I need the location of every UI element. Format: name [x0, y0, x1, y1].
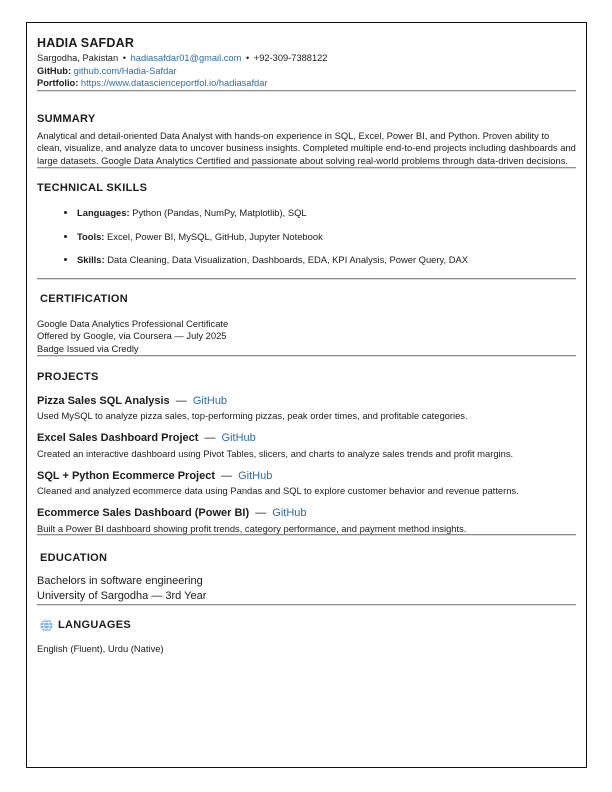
project-description: Built a Power BI dashboard showing profit trends, category performance, and payment method insights. [37, 522, 467, 534]
person-name: HADIA SAFDAR [37, 36, 135, 50]
education-university: University of Sargodha — 3rd Year [37, 590, 207, 603]
email-link[interactable]: hadiasafdar01@gmail.com [130, 53, 242, 63]
contact-line-github [37, 65, 576, 78]
project-title-row [37, 432, 576, 446]
skill-item-tools [77, 231, 576, 243]
em-dash: — [221, 469, 233, 482]
projects-heading: PROJECTS [37, 371, 99, 384]
technical-skills-heading: TECHNICAL SKILLS [37, 182, 148, 194]
skill-label: Skills: [77, 254, 105, 265]
projects-section [37, 371, 576, 534]
phone-number: +92-309-7388122 [253, 53, 328, 63]
education-heading: EDUCATION [40, 552, 108, 565]
certification-lines [37, 318, 576, 356]
project-description: Created an interactive dashboard using Pivot Tables, slicers, and charts to analyze sales trends and profit margins. [37, 447, 514, 459]
project-item [37, 470, 576, 497]
project-github-link[interactable]: GitHub [221, 432, 256, 445]
skill-label: Tools: [77, 230, 105, 242]
project-item [37, 507, 576, 534]
section-divider [37, 604, 576, 606]
project-description: Used MySQL to analyze pizza sales, top-performing pizzas, peak order times, and profitable categories. [37, 410, 468, 422]
bullet-separator: • [245, 53, 250, 63]
technical-skills-section [37, 182, 576, 266]
section-divider [37, 167, 576, 169]
project-title-row [37, 507, 576, 521]
project-title-row [37, 395, 576, 409]
globe-icon [40, 619, 53, 632]
em-dash: — [175, 394, 187, 407]
portfolio-link[interactable]: https://www.datascienceportfol.io/hadiasafdar [80, 78, 268, 89]
languages-heading-row [37, 619, 576, 632]
contact-block [37, 52, 576, 90]
education-degree: Bachelors in software engineering [37, 575, 203, 588]
skills-list [37, 207, 576, 266]
languages-heading: LANGUAGES [58, 619, 131, 632]
header [37, 36, 576, 90]
em-dash: — [255, 507, 267, 520]
certification-line: Offered by Google, via Coursera — July 2025 [37, 330, 227, 342]
skill-item-languages [77, 207, 576, 219]
summary-text: Analytical and detail-oriented Data Analyst with hands-on experience in SQL, Excel, Power BI, and Python. Proven ability to clean, visualize, and analyze data to uncover business insights. Completed multiple end-to-end projects including dashboards and large datasets. Google Data Analytics Certified and passionate about solving real-world problems through data-driven decisions. [37, 129, 576, 166]
summary-section [37, 113, 576, 167]
resume-page [26, 22, 587, 768]
em-dash: — [204, 432, 216, 445]
summary-heading: SUMMARY [37, 112, 96, 125]
project-github-link[interactable]: GitHub [238, 469, 273, 482]
education-lines [37, 574, 576, 604]
contact-line-1 [37, 52, 576, 65]
skill-text: Data Cleaning, Data Visualization, Dashboards, EDA, KPI Analysis, Power Query, DAX [107, 254, 468, 265]
skill-label: Languages: [77, 207, 130, 218]
project-description: Cleaned and analyzed ecommerce data using Pandas and SQL to explore customer behavior and revenue patterns. [37, 485, 519, 497]
project-item [37, 395, 576, 422]
project-title: SQL + Python Ecommerce Project [37, 469, 215, 482]
languages-text: English (Fluent), Urdu (Native) [37, 643, 164, 655]
skill-text: Excel, Power BI, MySQL, GitHub, Jupyter Notebook [107, 230, 323, 242]
section-divider [37, 90, 576, 92]
project-title: Excel Sales Dashboard Project [37, 432, 199, 445]
languages-section [37, 619, 576, 654]
section-divider [37, 355, 576, 357]
project-github-link[interactable]: GitHub [272, 507, 307, 520]
project-title: Ecommerce Sales Dashboard (Power BI) [37, 507, 250, 520]
project-title-row [37, 470, 576, 484]
certification-line: Badge Issued via Credly [37, 342, 139, 354]
section-divider [37, 278, 576, 280]
contact-line-portfolio [37, 77, 576, 90]
skill-item-skills [77, 254, 576, 266]
project-title: Pizza Sales SQL Analysis [37, 394, 170, 407]
certification-heading: CERTIFICATION [40, 292, 129, 305]
certification-line: Google Data Analytics Professional Certificate [37, 317, 229, 329]
bullet-separator: • [122, 53, 127, 63]
github-label: GitHub: [37, 65, 72, 76]
portfolio-label: Portfolio: [37, 78, 79, 89]
section-divider [37, 534, 576, 536]
education-section [37, 552, 576, 604]
certification-section [37, 293, 576, 356]
project-github-link[interactable]: GitHub [192, 394, 228, 407]
skill-text: Python (Pandas, NumPy, Matplotlib), SQL [132, 207, 307, 218]
location: Sargodha, Pakistan [37, 53, 119, 63]
project-item [37, 432, 576, 459]
github-link[interactable]: github.com/Hadia-Safdar [73, 65, 177, 76]
